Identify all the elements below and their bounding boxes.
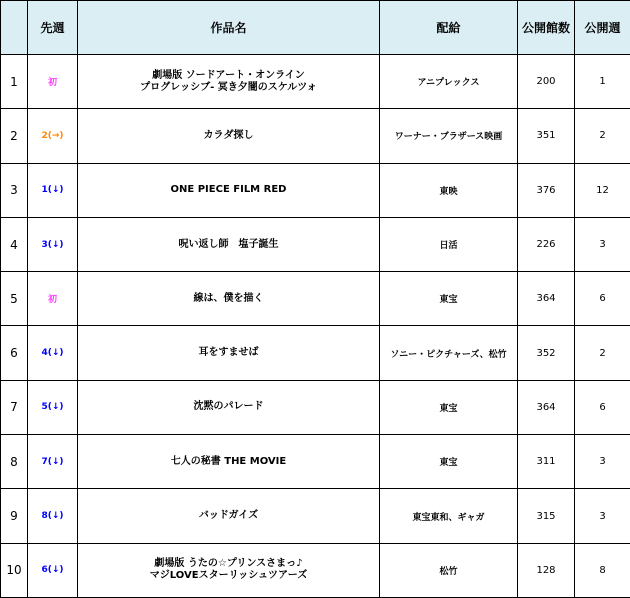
title-cell — [78, 109, 380, 163]
rank-cell: 2 — [1, 109, 28, 163]
distributor-cell: 東宝 — [380, 272, 518, 326]
title-line: 線は、僕を描く — [193, 292, 264, 304]
screens-cell: 376 — [518, 163, 575, 217]
table-row — [1, 55, 630, 109]
distributor-cell: 東宝 — [380, 380, 518, 434]
prev-week-cell: 初 — [28, 272, 78, 326]
screens-cell: 226 — [518, 217, 575, 271]
title-line: マジLOVEスターリッシュツアーズ — [149, 570, 308, 582]
table-row — [1, 380, 630, 434]
prev-week-cell: 1(↓) — [28, 163, 78, 217]
screens-cell: 311 — [518, 435, 575, 489]
title-line: カラダ探し — [203, 129, 254, 141]
title-line: ONE PIECE FILM RED — [170, 184, 287, 196]
rank-cell: 4 — [1, 217, 28, 271]
table-row — [1, 217, 630, 271]
title-cell — [78, 217, 380, 271]
table-row — [1, 435, 630, 489]
rank-cell: 8 — [1, 435, 28, 489]
screens-cell: 128 — [518, 543, 575, 597]
prev-week-cell: 5(↓) — [28, 380, 78, 434]
prev-week-cell: 3(↓) — [28, 217, 78, 271]
rank-cell: 10 — [1, 543, 28, 597]
table-row — [1, 109, 630, 163]
title-line: バッドガイズ — [198, 510, 259, 522]
table-row — [1, 489, 630, 543]
title-cell — [78, 163, 380, 217]
weeks-cell: 3 — [575, 489, 630, 543]
rank-cell: 5 — [1, 272, 28, 326]
rank-cell: 1 — [1, 55, 28, 109]
table-row — [1, 163, 630, 217]
screens-cell: 315 — [518, 489, 575, 543]
title-cell — [78, 380, 380, 434]
weeks-cell: 1 — [575, 55, 630, 109]
weeks-cell: 12 — [575, 163, 630, 217]
title-line: 劇場版 うたの☆プリンスさまっ♪ — [154, 558, 303, 570]
title-cell — [78, 326, 380, 380]
header-weeks: 公開週 — [575, 1, 630, 55]
weeks-cell: 3 — [575, 217, 630, 271]
rank-cell: 9 — [1, 489, 28, 543]
header-distributor: 配給 — [380, 1, 518, 55]
weeks-cell: 6 — [575, 272, 630, 326]
rank-cell: 3 — [1, 163, 28, 217]
weeks-cell: 6 — [575, 380, 630, 434]
table-row — [1, 543, 630, 597]
prev-week-cell: 初 — [28, 55, 78, 109]
distributor-cell: 東映 — [380, 163, 518, 217]
table-row — [1, 326, 630, 380]
screens-cell: 351 — [518, 109, 575, 163]
title-cell — [78, 435, 380, 489]
title-cell — [78, 543, 380, 597]
distributor-cell: アニプレックス — [380, 55, 518, 109]
distributor-cell: ソニー・ピクチャーズ、松竹 — [380, 326, 518, 380]
prev-week-cell: 2(→) — [28, 109, 78, 163]
screens-cell: 200 — [518, 55, 575, 109]
title-line: 七人の秘書 THE MOVIE — [170, 455, 287, 467]
header-screens: 公開館数 — [518, 1, 575, 55]
title-line: 沈黙のパレード — [193, 401, 264, 413]
table-row — [1, 272, 630, 326]
title-line: プログレッシブ- 冥き夕闇のスケルツォ — [140, 81, 317, 93]
prev-week-cell: 6(↓) — [28, 543, 78, 597]
header-prev-week: 先週 — [28, 1, 78, 55]
rank-cell: 7 — [1, 380, 28, 434]
weeks-cell: 3 — [575, 435, 630, 489]
rank-cell: 6 — [1, 326, 28, 380]
distributor-cell: ワーナー・ブラザース映画 — [380, 109, 518, 163]
title-cell — [78, 489, 380, 543]
screens-cell: 364 — [518, 380, 575, 434]
header-row — [1, 1, 630, 55]
weeks-cell: 2 — [575, 326, 630, 380]
title-line: 呪い返し師 塩子誕生 — [178, 238, 279, 250]
screens-cell: 352 — [518, 326, 575, 380]
weeks-cell: 8 — [575, 543, 630, 597]
weeks-cell: 2 — [575, 109, 630, 163]
distributor-cell: 東宝東和、ギャガ — [380, 489, 518, 543]
header-title: 作品名 — [78, 1, 380, 55]
title-line: 劇場版 ソードアート・オンライン — [152, 69, 305, 81]
header-rank — [1, 1, 28, 55]
distributor-cell: 日活 — [380, 217, 518, 271]
title-line: 耳をすませば — [198, 347, 259, 359]
prev-week-cell: 4(↓) — [28, 326, 78, 380]
title-cell — [78, 272, 380, 326]
screens-cell: 364 — [518, 272, 575, 326]
distributor-cell: 松竹 — [380, 543, 518, 597]
title-cell — [78, 55, 380, 109]
prev-week-cell: 7(↓) — [28, 435, 78, 489]
prev-week-cell: 8(↓) — [28, 489, 78, 543]
distributor-cell: 東宝 — [380, 435, 518, 489]
